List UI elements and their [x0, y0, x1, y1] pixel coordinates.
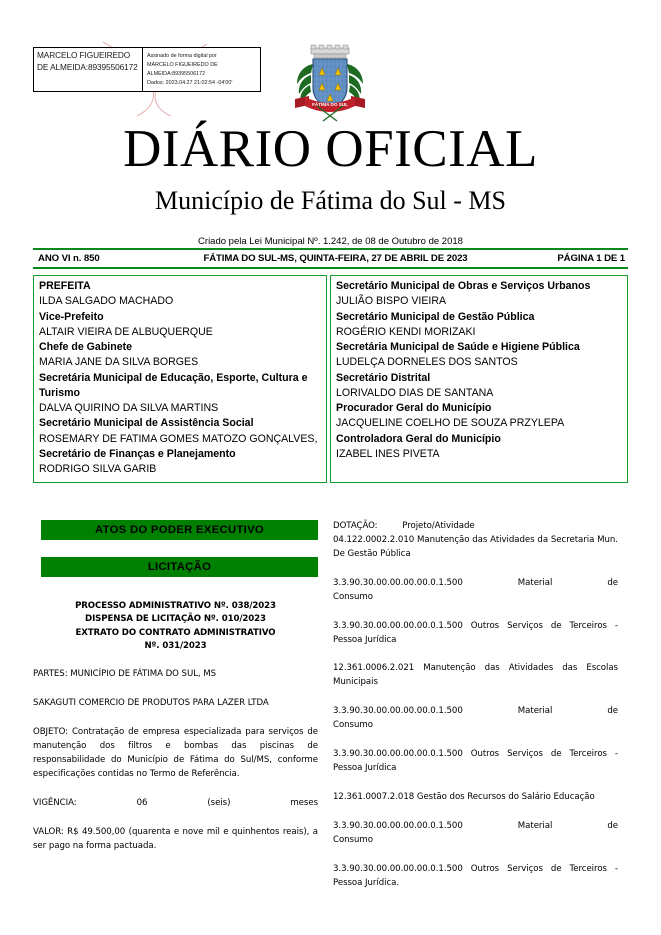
official-entry	[39, 447, 321, 478]
dotacao-header	[333, 520, 618, 534]
official-entry	[336, 279, 622, 310]
dotacao-item-desc: de	[607, 820, 618, 831]
section-banner-atos-do-poder-executivo: ATOS DO PODER EXECUTIVO	[41, 520, 318, 540]
dotacao-item-desc: Material	[517, 577, 553, 588]
official-entry	[39, 340, 321, 371]
contract-partes: PARTES: MUNICÍPIO DE FÁTIMA DO SUL, MS	[33, 669, 217, 680]
content-column-left	[33, 520, 323, 891]
official-entry	[39, 416, 321, 447]
dotacao-item-4: 3.3.90.30.00.00.00.00.0.1.500 Outros Serviços de Terceiros - Pessoa Jurídica	[333, 749, 618, 774]
vigencia-label: VIGÊNCIA:	[33, 797, 77, 808]
masthead-law-note: Criado pela Lei Municipal Nº. 1.242, de 08 de Outubro de 2018	[198, 236, 463, 248]
masthead	[0, 122, 661, 247]
official-role: Procurador Geral do Município	[336, 402, 492, 414]
official-role: Vice-Prefeito	[39, 310, 104, 323]
crest-ribbon-text: FÁTIMA DO SUL	[312, 102, 348, 107]
official-name: RODRIGO SILVA GARIB	[39, 463, 157, 475]
section-banner-licitacao: LICITAÇÃO	[41, 557, 318, 577]
official-role: Secretária Municipal de Educação, Esporte, Cultura e Turismo	[39, 371, 308, 399]
dotacao-item-desc-cont: Consumo	[333, 720, 373, 731]
dotacao-item-desc: Material	[517, 706, 553, 717]
digital-signature-stamp	[33, 47, 261, 92]
official-name: JULIÃO BISPO VIEIRA	[336, 295, 447, 308]
official-name: JACQUELINE COELHO DE SOUZA PRZYLEPA	[336, 417, 565, 430]
contract-vigencia	[33, 797, 318, 811]
dotacao-projeto-atividade-label: Projeto/Atividade	[402, 521, 475, 531]
officials-section	[33, 275, 628, 483]
dotacao-item-desc: Material	[517, 820, 553, 831]
content-column-right	[323, 520, 618, 891]
contract-heading	[33, 600, 318, 653]
vigencia-unit: meses	[290, 797, 318, 808]
official-name: LORIVALDO DIAS DE SANTANA	[336, 386, 494, 399]
signature-signer-name: MARCELO FIGUEIREDO DE ALMEIDA:89395506172	[37, 50, 138, 72]
dotacao-item-desc: de	[607, 577, 618, 588]
contract-heading-line-3: EXTRATO DO CONTRATO ADMINISTRATIVO	[75, 627, 276, 638]
official-entry	[336, 432, 622, 463]
official-entry	[39, 371, 321, 417]
dotacao-item-code: 3.3.90.30.00.00.00.00.0.1.500	[333, 706, 463, 717]
official-name: ILDA SALGADO MACHADO	[39, 295, 174, 308]
official-role: Secretário Municipal de Obras e Serviços Urbanos	[336, 280, 591, 292]
issue-info-bar	[33, 248, 628, 269]
signature-detail-line-1: Assinado de forma digital por	[147, 53, 217, 59]
page-indicator: PÁGINA 1 DE 1	[557, 253, 625, 264]
signature-detail-line-3: ALMEIDA:89395506172	[147, 71, 206, 78]
official-name: ALTAIR VIEIRA DE ALBUQUERQUE	[39, 325, 213, 338]
official-entry	[39, 279, 321, 310]
official-role: Secretário Municipal de Gestão Pública	[336, 310, 535, 323]
contract-heading-line-1: PROCESSO ADMINISTRATIVO Nº. 038/2023	[75, 601, 276, 611]
dotacao-item-desc-cont: Consumo	[333, 591, 373, 602]
official-entry	[336, 401, 622, 432]
official-name: ROGÉRIO KENDI MORIZAKI	[336, 325, 476, 338]
official-role: Secretário de Finanças e Planejamento	[39, 447, 236, 460]
signature-detail-line-4: Dados: 2023.04.27 21:02:54 -04'00'	[147, 80, 233, 87]
dotacao-item-desc-cont: Consumo	[333, 834, 373, 845]
official-name: LUDELÇA DORNELES DOS SANTOS	[336, 356, 518, 369]
official-entry	[336, 340, 622, 371]
officials-box-left	[33, 275, 327, 483]
contract-heading-line-2: DISPENSA DE LICITAÇÃO Nº. 010/2023	[85, 614, 266, 625]
official-name: MARIA JANE DA SILVA BORGES	[39, 356, 199, 369]
page-title: DIÁRIO OFICIAL	[123, 120, 538, 178]
official-entry	[336, 310, 622, 341]
dotacao-item-code: 3.3.90.30.00.00.00.00.0.1.500	[333, 820, 463, 831]
official-name: ROSEMARY DE FATIMA GOMES MATOZO GONÇALVES,	[39, 432, 318, 445]
masthead-subtitle: Município de Fátima do Sul - MS	[155, 185, 506, 215]
contract-contratada: SAKAGUTI COMERCIO DE PRODUTOS PARA LAZER LTDA	[33, 698, 269, 709]
dotacao-projeto-2: 12.361.0006.2.021 Manutenção das Atividades das Escolas Municipais	[333, 663, 618, 688]
dotacao-item-5	[333, 820, 618, 848]
official-role: Secretário Distrital	[336, 371, 431, 384]
official-role: Chefe de Gabinete	[39, 341, 133, 353]
officials-box-right	[330, 275, 628, 483]
issue-date: FÁTIMA DO SUL-MS, QUINTA-FEIRA, 27 DE ABRIL DE 2023	[203, 253, 468, 264]
official-name: IZABEL INES PIVETA	[336, 447, 440, 460]
signature-detail-line-2: MARCELO FIGUEIREDO DE	[147, 62, 218, 69]
vigencia-word: (seis)	[207, 797, 231, 808]
dotacao-item-code: 3.3.90.30.00.00.00.00.0.1.500	[333, 577, 463, 588]
official-role: PREFEITA	[39, 280, 91, 292]
contract-objeto: OBJETO: Contratação de empresa especializada para serviços de manutenção dos filtros e bombas das piscinas de responsabilidade do Município de Fátima do Sul/MS, conforme especificações contidas no Termo de Referência.	[33, 727, 318, 779]
dotacao-item-2: 3.3.90.30.00.00.00.00.0.1.500 Outros Serviços de Terceiros - Pessoa Jurídica	[333, 620, 618, 645]
main-content	[33, 520, 628, 891]
vigencia-number: 06	[136, 797, 148, 808]
official-role: Secretário Municipal de Assistência Social	[39, 417, 254, 430]
dotacao-item-desc: de	[607, 706, 618, 717]
dotacao-item-6: 3.3.90.30.00.00.00.00.0.1.500 Outros Serviços de Terceiros - Pessoa Jurídica.	[333, 863, 618, 888]
official-role: Secretária Municipal de Saúde e Higiene Pública	[336, 341, 580, 353]
contract-heading-line-4: Nº. 031/2023	[144, 640, 207, 651]
dotacao-item-1	[333, 577, 618, 605]
contract-valor: VALOR: R$ 49.500,00 (quarenta e nove mil e quinhentos reais), a ser pago na forma pactuada.	[33, 826, 318, 851]
official-entry	[336, 371, 622, 402]
official-role: Controladora Geral do Município	[336, 432, 501, 445]
dotacao-item-3	[333, 705, 618, 733]
official-entry	[39, 310, 321, 341]
official-name: DALVA QUIRINO DA SILVA MARTINS	[39, 402, 219, 414]
signature-details	[143, 48, 260, 91]
issue-number: ANO VI n. 850	[38, 253, 100, 264]
dotacao-projeto-3: 12.361.0007.2.018 Gestão dos Recursos do Salário Educação	[333, 791, 595, 802]
dotacao-projeto-1: 04.122.0002.2.010 Manutenção das Atividades da Secretaria Mun. De Gestão Pública	[333, 534, 618, 559]
coat-of-arms-icon	[291, 42, 369, 126]
dotacao-label: DOTAÇÃO:	[333, 521, 378, 531]
